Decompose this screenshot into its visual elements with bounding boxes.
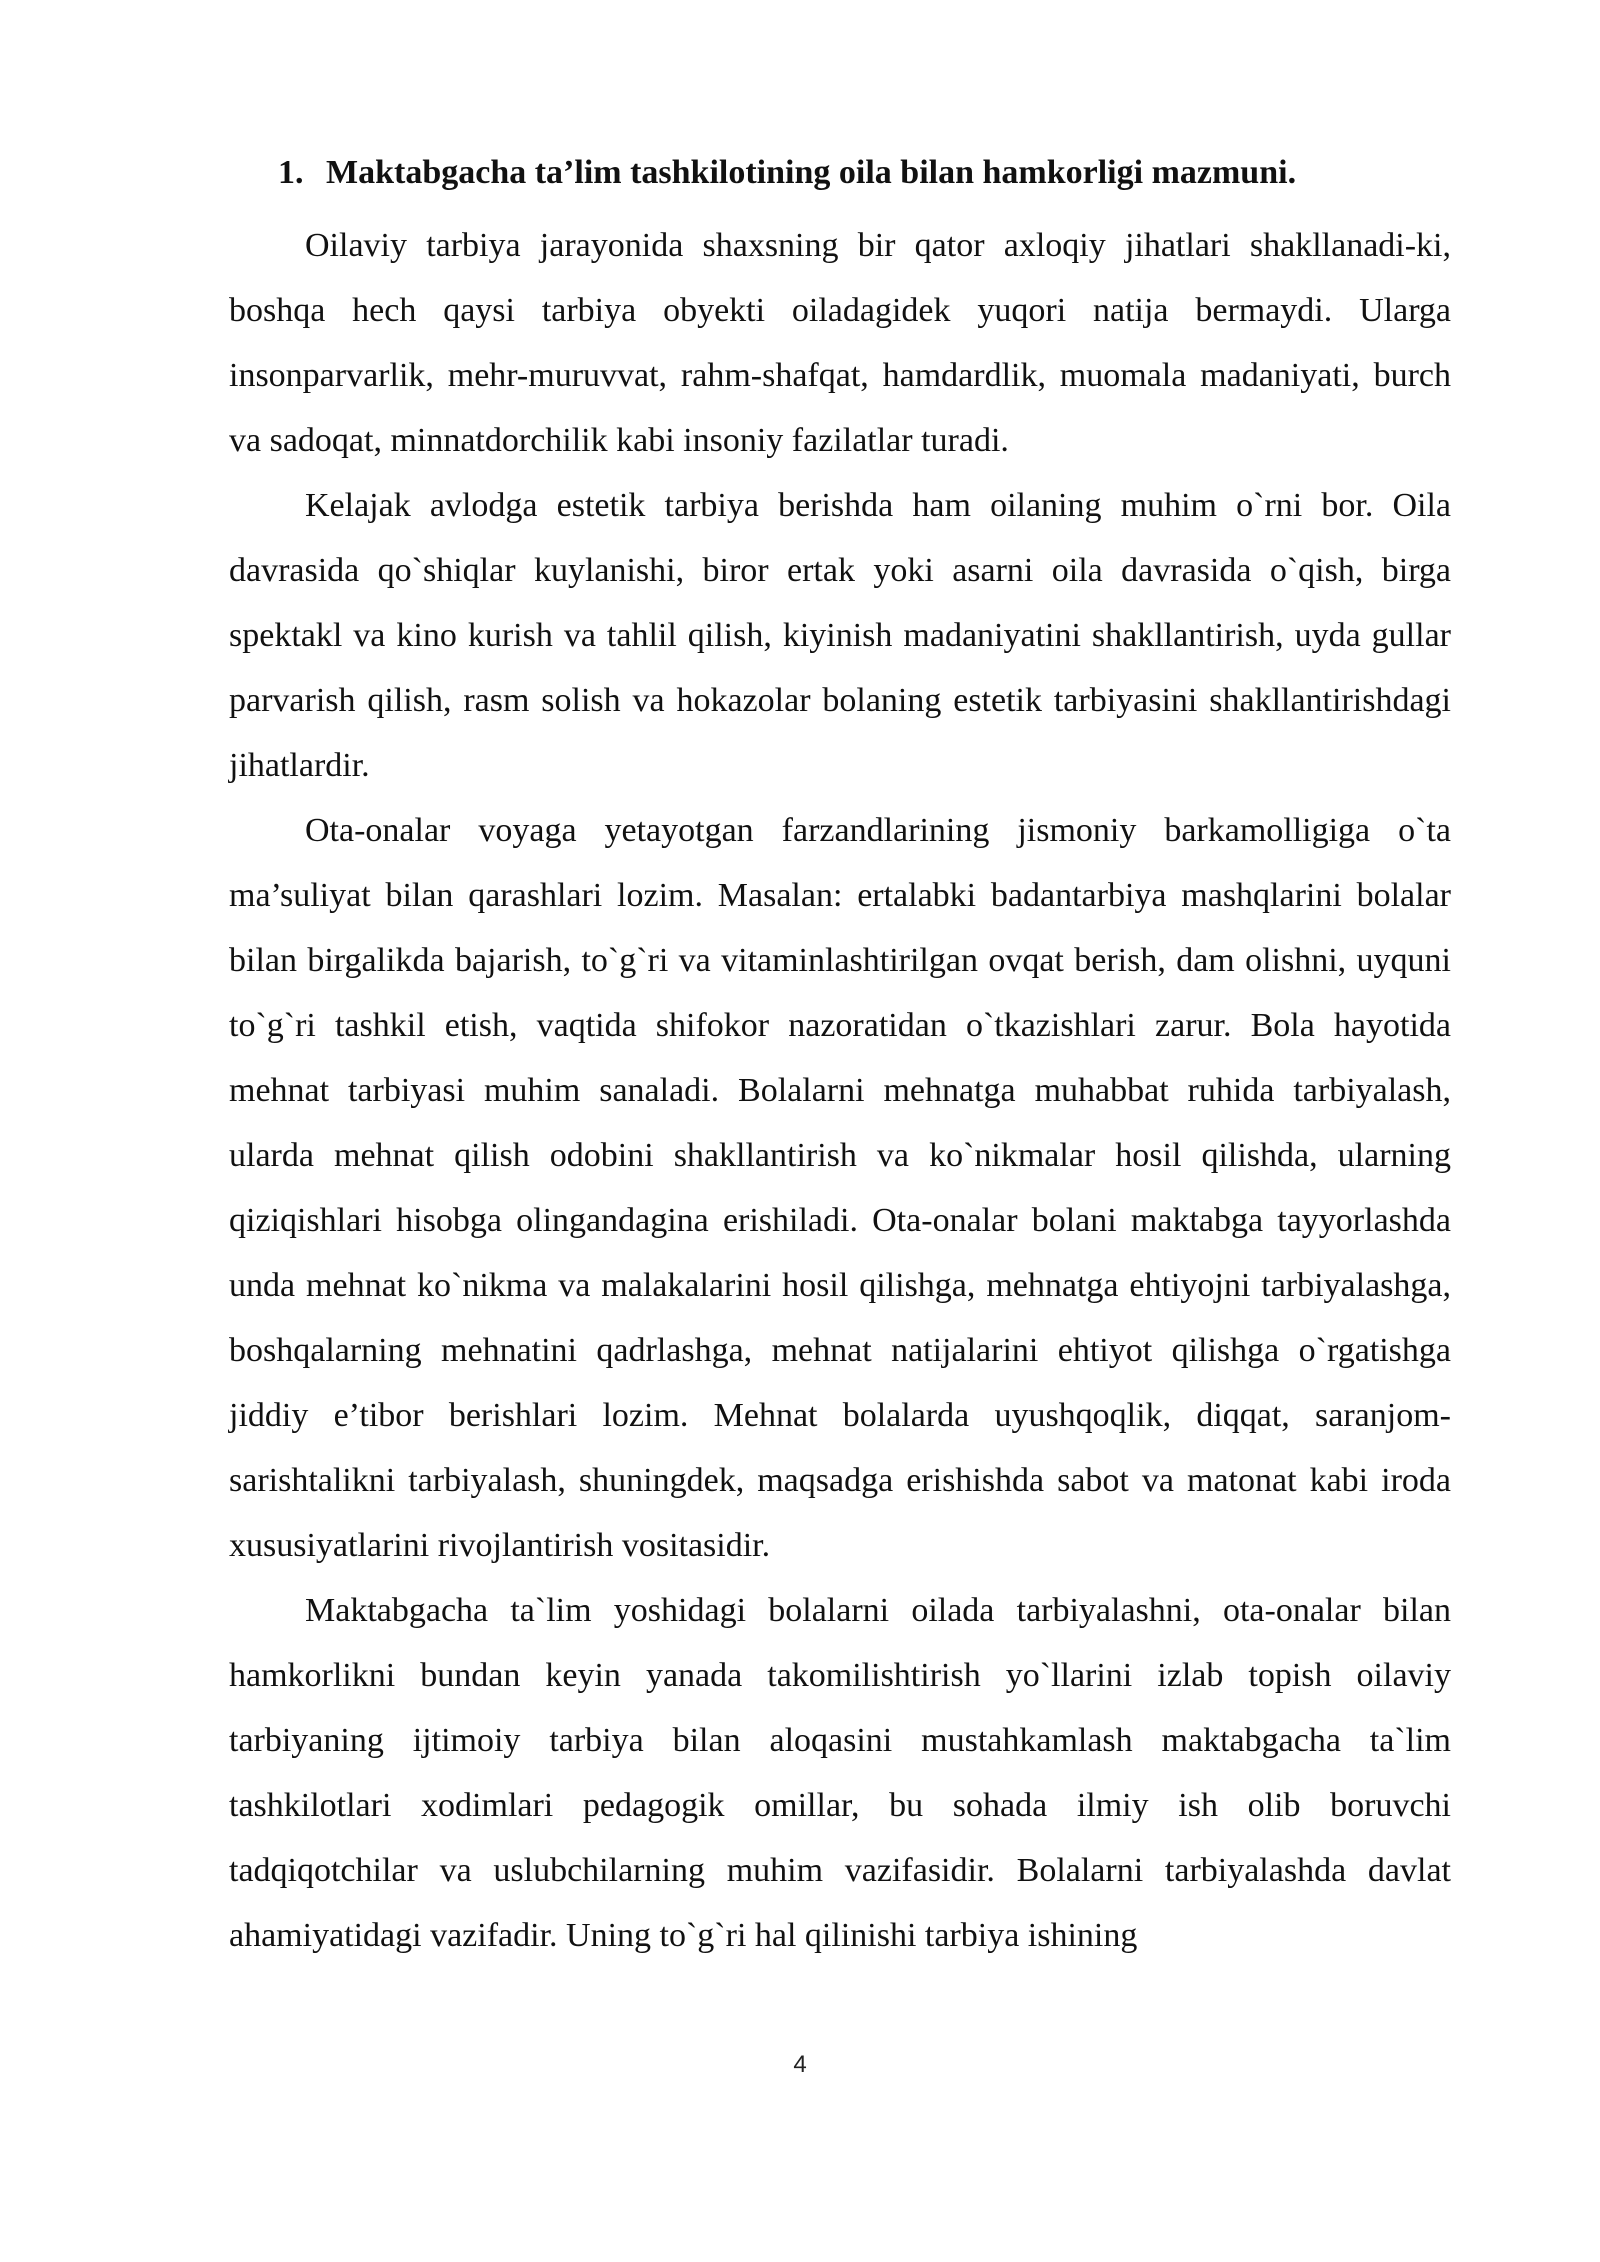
paragraph-family-cooperation: Maktabgacha ta`lim yoshidagi bolalarni oilada tarbiyalashni, ota-onalar bilan hamkorlikni bundan keyin yanada takomilishtirish yo`llarini izlab topish oilaviy tarbiyaning ijtimoiy tarbiya bilan aloqasini mustahkamlash maktabgacha ta`lim tashkilotlari xodimlari pedagogik omillar, bu sohada ilmiy ish olib boruvchi tadqiqotchilar va uslubchilarning muhim vazifasidir. Bolalarni tarbiyalashda davlat ahamiyatidagi vazifadir. Uning to`g`ri hal qilinishi tarbiya ishining <box>229 1592 1451 1954</box>
page-number: 4 <box>793 2051 807 2078</box>
section-heading <box>229 148 1451 198</box>
section-title: Maktabgacha ta’lim tashkilotining oila bilan hamkorligi mazmuni. <box>326 154 1297 191</box>
page-content <box>229 148 1451 1968</box>
paragraph-physical-labor-education: Ota-onalar voyaga yetayotgan farzandlarining jismoniy barkamolligiga o`ta ma’suliyat bilan qarashlari lozim. Masalan: ertalabki badantarbiya mashqlarini bolalar bilan birgalikda bajarish, to`g`ri va vitaminlashtirilgan ovqat berish, dam olishni, uyquni to`g`ri tashkil etish, vaqtida shifokor nazoratidan o`tkazishlari zarur. Bola hayotida mehnat tarbiyasi muhim sanaladi. Bolalarni mehnatga muhabbat ruhida tarbiyalash, ularda mehnat qilish odobini shakllantirish va ko`nikmalar hosil qilishda, ularning qiziqishlari hisobga olingandagina erishiladi. Ota-onalar bolani maktabga tayyorlashda unda mehnat ko`nikma va malakalarini hosil qilishga, mehnatga ehtiyojni tarbiyalashga, boshqalarning mehnatini qadrlashga, mehnat natijalarini ehtiyot qilishga o`rgatishga jiddiy e’tibor berishlari lozim. Mehnat bolalarda uyushqoqlik, diqqat, saranjom-sarishtalikni tarbiyalash, shuningdek, maqsadga erishishda sabot va matonat kabi iroda xususiyatlarini rivojlantirish vositasidir. <box>229 812 1451 1564</box>
paragraph-aesthetic-education: Kelajak avlodga estetik tarbiya berishda ham oilaning muhim o`rni bor. Oila davrasida qo`shiqlar kuylanishi, biror ertak yoki asarni oila davrasida o`qish, birga spektakl va kino kurish va tahlil qilish, kiyinish madaniyatini shakllantirish, uyda gullar parvarish qilish, rasm solish va hokazolar bolaning estetik tarbiyasini shakllantirishdagi jihatlardir. <box>229 487 1451 784</box>
section-number: 1. <box>278 154 304 191</box>
paragraph-moral-qualities: Oilaviy tarbiya jarayonida shaxsning bir qator axloqiy jihatlari shakllanadi-ki, boshqa hech qaysi tarbiya obyekti oiladagidek yuqori natija bermaydi. Ularga insonparvarlik, mehr-muruvvat, rahm-shafqat, hamdardlik, muomala madaniyati, burch va sadoqat, minnatdorchilik kabi insoniy fazilatlar turadi. <box>229 227 1451 459</box>
